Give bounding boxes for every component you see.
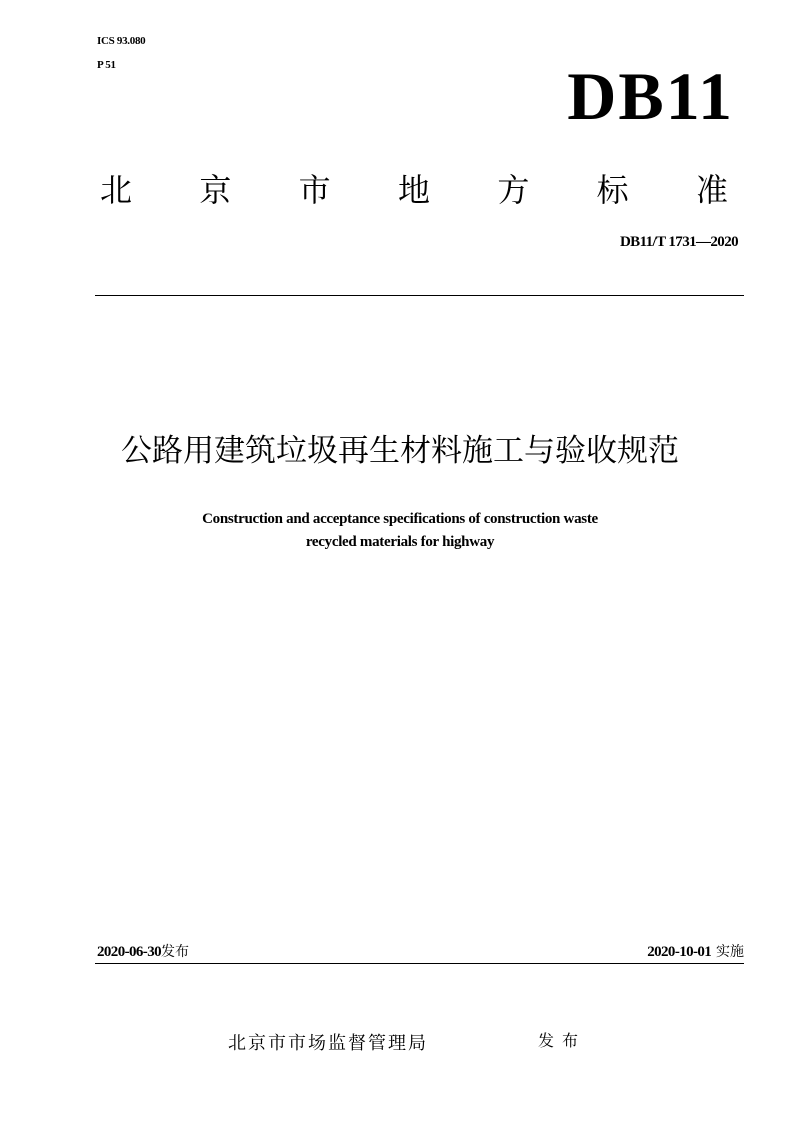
standard-number: DB11/T 1731—2020 — [619, 234, 738, 250]
standard-type-char: 北 — [100, 171, 133, 209]
english-title-line-2: recycled materials for highway — [305, 534, 495, 550]
standard-type-char: 京 — [199, 171, 232, 209]
header-divider — [95, 295, 744, 296]
issue-date-label: 发布 — [161, 944, 189, 960]
implementation-date-label: 实施 — [716, 944, 744, 960]
implementation-date-value: 2020-10-01 — [647, 944, 712, 960]
issuing-verb: 发布 — [538, 1031, 587, 1050]
footer-divider — [95, 963, 744, 964]
ccs-code: P 51 — [97, 59, 116, 71]
document-title-chinese: 公路用建筑垃圾再生材料施工与验收规范 — [121, 433, 679, 469]
standard-type-char: 标 — [596, 171, 629, 209]
issue-date-value: 2020-06-30 — [97, 944, 161, 960]
standard-type-char: 方 — [497, 171, 530, 209]
standard-type-char: 地 — [397, 171, 430, 209]
issuing-authority: 北京市市场监督管理局 — [228, 1033, 428, 1054]
issue-date — [97, 944, 189, 960]
english-title-line-1: Construction and acceptance specifications of construction waste — [202, 511, 598, 527]
implementation-date — [647, 944, 744, 960]
ics-code: ICS 93.080 — [97, 35, 146, 47]
standard-type-char: 准 — [695, 171, 728, 209]
document-title-english — [80, 508, 720, 554]
standard-type-char: 市 — [298, 171, 331, 209]
standard-type-heading — [100, 171, 728, 209]
standard-mark: DB11 — [567, 58, 734, 134]
